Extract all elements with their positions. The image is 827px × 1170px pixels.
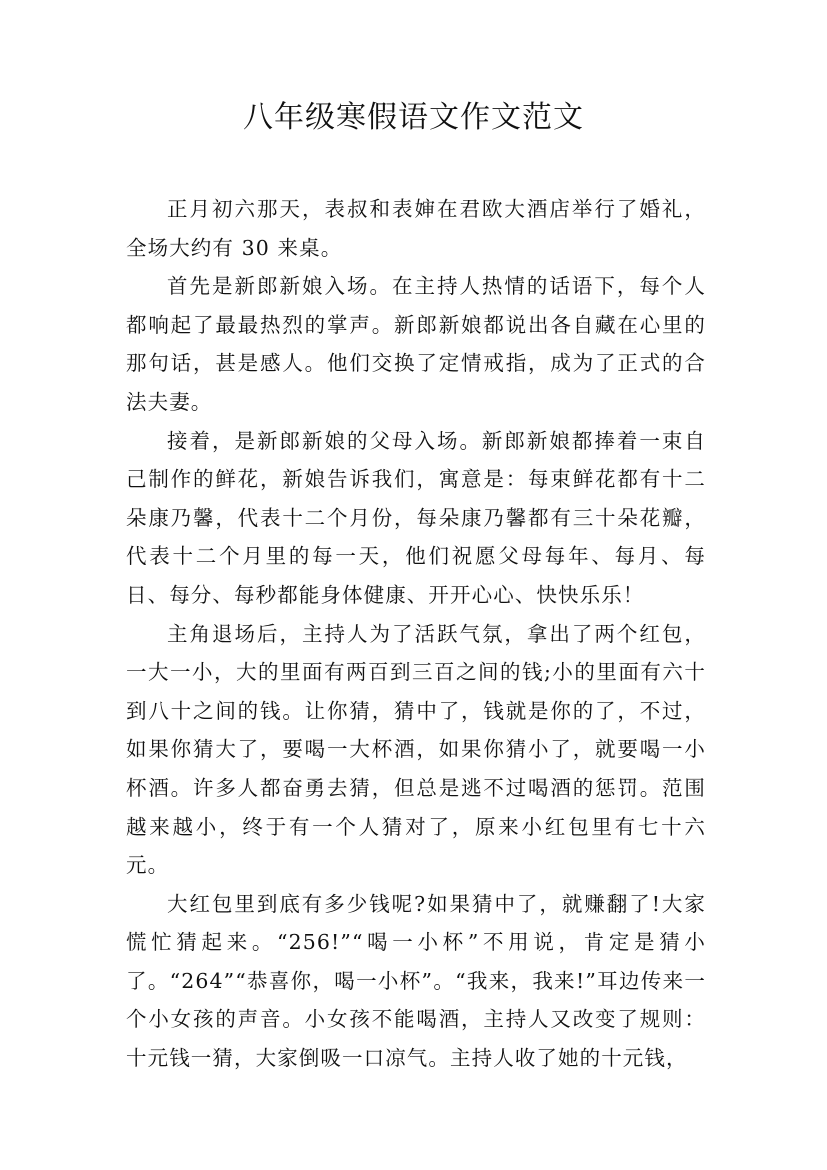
paragraph: 正月初六那天，表叔和表婶在君欧大酒店举行了婚礼，全场大约有 30 来桌。	[126, 197, 706, 260]
document-body	[126, 190, 706, 1078]
paragraph: 主角退场后，主持人为了活跃气氛，拿出了两个红包，一大一小，大的里面有两百到三百之间的钱;小的里面有六十到八十之间的钱。让你猜，猜中了，钱就是你的了，不过，如果你猜大了，要喝一大杯酒，如果你猜小了，就要喝一小杯酒。许多人都奋勇去猜，但总是逃不过喝酒的惩罚。范围越来越小，终于有一个人猜对了，原来小红包里有七十六元。	[126, 621, 706, 878]
paragraph: 首先是新郎新娘入场。在主持人热情的话语下，每个人都响起了最最热烈的掌声。新郎新娘都说出各自藏在心里的那句话，甚是感人。他们交换了定情戒指，成为了正式的合法夫妻。	[126, 274, 706, 414]
paragraph: 接着，是新郎新娘的父母入场。新郎新娘都捧着一束自己制作的鲜花，新娘告诉我们，寓意是：每束鲜花都有十二朵康乃馨，代表十二个月份，每朵康乃馨都有三十朵花瓣，代表十二个月里的每一天，他们祝愿父母每年、每月、每日、每分、每秒都能身体健康、开开心心、快快乐乐！	[126, 428, 706, 607]
document-title: 八年级寒假语文作文范文	[243, 100, 584, 135]
paragraph: 大红包里到底有多少钱呢?如果猜中了，就赚翻了!大家慌忙猜起来。“256!”“喝一小杯”不用说，肯定是猜小了。“264”“恭喜你，喝一小杯”。“我来，我来!”耳边传来一个小女孩的声音。小女孩不能喝酒，主持人又改变了规则：十元钱一猜，大家倒吸一口凉气。主持人收了她的十元钱，	[126, 891, 706, 1071]
